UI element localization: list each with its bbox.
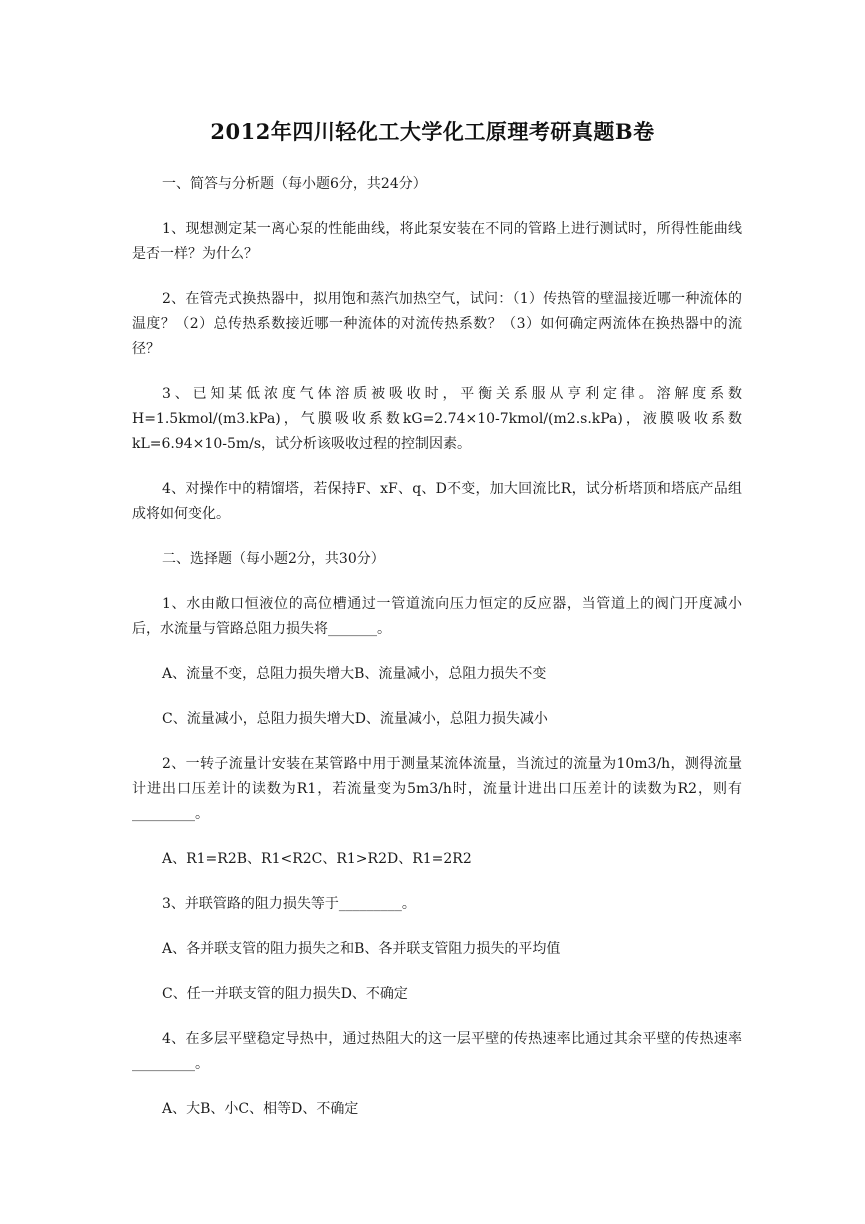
section-heading-short-answer: 一、简答与分析题（每小题6分，共24分） — [162, 176, 427, 192]
question-paragraph: 2、一转子流量计安装在某管路中用于测量某流体流量，当流过的流量为10m3/h，测得流量计进出口压差计的读数为R1，若流量变为5m3/h时，流量计进出口压差计的读数为R2，则有_________。 — [132, 756, 742, 822]
question-paragraph: 4、对操作中的精馏塔，若保持F、xF、q、D不变，加大回流比R，试分析塔顶和塔底产品组成将如何变化。 — [132, 481, 742, 522]
question-paragraph: 4、在多层平壁稳定导热中，通过热阻大的这一层平壁的传热速率比通过其余平壁的传热速率_________。 — [132, 1031, 742, 1072]
question-paragraph: 2、在管壳式换热器中，拟用饱和蒸汽加热空气，试问：（1）传热管的壁温接近哪一种流体的温度？（2）总传热系数接近哪一种流体的对流传热系数？（3）如何确定两流体在换热器中的流径？ — [132, 291, 742, 357]
answer-options: A、大B、小C、相等D、不确定 — [162, 1101, 359, 1117]
answer-options: A、各并联支管的阻力损失之和B、各并联支管阻力损失的平均值 — [162, 941, 561, 957]
document-body — [132, 172, 742, 1122]
answer-options: A、流量不变，总阻力损失增大B、流量减小，总阻力损失不变 — [162, 666, 547, 682]
question-paragraph: 1、水由敞口恒液位的高位槽通过一管道流向压力恒定的反应器，当管道上的阀门开度减小后，水流量与管路总阻力损失将_______。 — [132, 596, 742, 637]
answer-options: C、流量减小，总阻力损失增大D、流量减小，总阻力损失减小 — [162, 711, 548, 727]
page-title: 2012年四川轻化工大学化工原理考研真题B卷 — [210, 119, 655, 144]
question-paragraph: 3、已知某低浓度气体溶质被吸收时，平衡关系服从亨利定律。溶解度系数H=1.5kmol/(m3.kPa)，气膜吸收系数kG=2.74×10-7kmol/(m2.s.kPa)，液膜吸收系数kL=6.94×10-5m/s，试分析该吸收过程的控制因素。 — [132, 386, 742, 452]
section-heading-multiple-choice: 二、选择题（每小题2分，共30分） — [162, 551, 385, 567]
question-paragraph: 3、并联管路的阻力损失等于_________。 — [162, 896, 416, 912]
question-paragraph: 1、现想测定某一离心泵的性能曲线，将此泵安装在不同的管路上进行测试时，所得性能曲线是否一样？为什么？ — [132, 221, 742, 262]
answer-options: C、任一并联支管的阻力损失D、不确定 — [162, 986, 408, 1002]
answer-options: A、R1=R2B、R1<R2C、R1>R2D、R1=2R2 — [162, 851, 472, 867]
